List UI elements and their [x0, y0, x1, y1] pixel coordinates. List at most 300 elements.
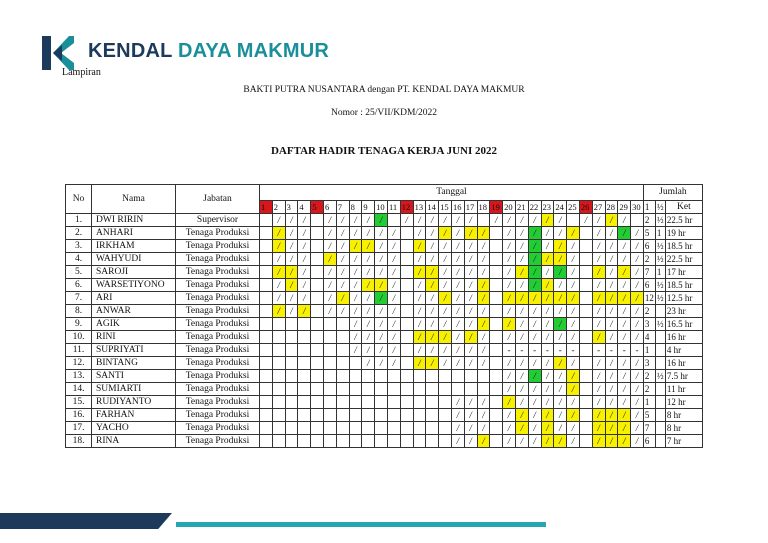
attendance-mark: / [439, 240, 452, 253]
attendance-mark [272, 409, 285, 422]
attendance-mark [490, 383, 503, 396]
attendance-mark [400, 292, 413, 305]
attendance-mark [311, 370, 324, 383]
attendance-mark: / [592, 422, 605, 435]
attendance-mark: / [477, 396, 490, 409]
attendance-mark: / [541, 383, 554, 396]
attendance-mark [400, 279, 413, 292]
day-number: 13 [413, 201, 426, 214]
attendance-mark: / [605, 370, 618, 383]
attendance-mark: / [298, 279, 311, 292]
attendance-mark: / [387, 240, 400, 253]
attendance-mark: / [631, 396, 644, 409]
attendance-mark: / [413, 331, 426, 344]
attendance-mark [323, 435, 336, 448]
attendance-mark: / [528, 240, 541, 253]
attendance-mark: / [503, 279, 516, 292]
employee-position: Tenaga Produksi [176, 292, 260, 305]
employee-position: Tenaga Produksi [176, 357, 260, 370]
header-no: No [66, 185, 92, 214]
count-half [655, 409, 665, 422]
employee-name: SAROJI [92, 266, 176, 279]
attendance-mark: / [592, 370, 605, 383]
attendance-mark: / [567, 331, 580, 344]
attendance-mark [413, 409, 426, 422]
attendance-mark: / [413, 227, 426, 240]
header-ket: Ket [665, 201, 702, 214]
employee-position: Tenaga Produksi [176, 396, 260, 409]
attendance-mark: / [554, 292, 567, 305]
attendance-mark: / [464, 435, 477, 448]
count-half [655, 357, 665, 370]
attendance-mark: / [528, 305, 541, 318]
attendance-mark: / [554, 409, 567, 422]
attendance-mark: / [567, 266, 580, 279]
attendance-mark: - [515, 344, 528, 357]
attendance-mark: / [605, 253, 618, 266]
day-number: 26 [579, 201, 592, 214]
attendance-mark: / [515, 279, 528, 292]
attendance-mark: / [541, 370, 554, 383]
attendance-mark: / [503, 240, 516, 253]
attendance-mark: / [375, 292, 388, 305]
attendance-mark: / [413, 344, 426, 357]
employee-name: RINI [92, 331, 176, 344]
employee-position: Tenaga Produksi [176, 422, 260, 435]
attendance-mark [260, 383, 273, 396]
attendance-mark: / [349, 279, 362, 292]
attendance-mark: / [426, 292, 439, 305]
attendance-mark [439, 409, 452, 422]
attendance-mark: / [400, 214, 413, 227]
attendance-mark: / [413, 253, 426, 266]
attendance-mark: / [592, 279, 605, 292]
attendance-mark: / [541, 435, 554, 448]
attendance-mark: / [515, 266, 528, 279]
attendance-mark: / [477, 240, 490, 253]
attendance-mark: / [451, 422, 464, 435]
attendance-mark: / [439, 344, 452, 357]
attendance-mark: / [439, 279, 452, 292]
attendance-mark: / [285, 292, 298, 305]
count-half: ½ [656, 370, 664, 381]
count-half: 1 [655, 227, 665, 240]
attendance-mark: / [503, 422, 516, 435]
attendance-mark: / [298, 253, 311, 266]
attendance-mark: / [618, 318, 631, 331]
attendance-mark: / [477, 292, 490, 305]
attendance-mark: / [426, 240, 439, 253]
employee-name: ARI [92, 292, 176, 305]
employee-position: Tenaga Produksi [176, 240, 260, 253]
attendance-mark: / [439, 214, 452, 227]
row-number: 6. [66, 279, 92, 292]
attendance-mark: / [618, 396, 631, 409]
attendance-mark: / [477, 357, 490, 370]
attendance-mark: / [554, 305, 567, 318]
row-number: 18. [66, 435, 92, 448]
attendance-mark: - [567, 344, 580, 357]
count-half: 1 [655, 266, 665, 279]
attendance-mark [375, 409, 388, 422]
attendance-mark: / [618, 240, 631, 253]
attendance-mark [413, 422, 426, 435]
employee-name: AGIK [92, 318, 176, 331]
attendance-mark: / [451, 279, 464, 292]
employee-position: Tenaga Produksi [176, 279, 260, 292]
total-hours: 17 hr [665, 266, 702, 279]
attendance-mark [579, 344, 592, 357]
header-tanggal: Tanggal [260, 185, 644, 201]
attendance-mark: / [592, 292, 605, 305]
attendance-mark: / [285, 266, 298, 279]
attendance-mark [451, 370, 464, 383]
attendance-mark: / [541, 292, 554, 305]
attendance-mark: / [464, 422, 477, 435]
attendance-mark [336, 383, 349, 396]
attendance-mark: / [592, 214, 605, 227]
attendance-mark: / [592, 240, 605, 253]
count-full: 5 [643, 227, 655, 240]
attendance-mark: / [592, 383, 605, 396]
attendance-mark: / [554, 331, 567, 344]
employee-position: Tenaga Produksi [176, 409, 260, 422]
table-row [66, 344, 703, 357]
attendance-mark: / [362, 227, 375, 240]
attendance-mark [439, 370, 452, 383]
day-number: 6 [323, 201, 336, 214]
day-number: 30 [631, 201, 644, 214]
attendance-mark [311, 227, 324, 240]
attendance-mark [400, 422, 413, 435]
employee-position: Tenaga Produksi [176, 227, 260, 240]
attendance-mark [272, 383, 285, 396]
attendance-mark: / [528, 396, 541, 409]
attendance-mark: / [464, 357, 477, 370]
attendance-mark: / [272, 292, 285, 305]
attendance-mark [439, 422, 452, 435]
attendance-mark: / [323, 227, 336, 240]
attendance-mark [490, 357, 503, 370]
attendance-mark [362, 383, 375, 396]
total-hours: 18.5 hr [665, 279, 702, 292]
attendance-mark: / [451, 357, 464, 370]
attendance-mark [477, 383, 490, 396]
attendance-mark: / [349, 305, 362, 318]
attendance-mark [323, 383, 336, 396]
attendance-mark: / [554, 357, 567, 370]
attendance-mark: / [375, 214, 388, 227]
attendance-mark: / [631, 292, 644, 305]
attendance-mark: / [515, 318, 528, 331]
attendance-mark [375, 435, 388, 448]
attendance-mark: / [323, 214, 336, 227]
attendance-mark: / [387, 292, 400, 305]
day-number: 5 [311, 201, 324, 214]
attendance-mark: / [515, 305, 528, 318]
attendance-mark: / [413, 240, 426, 253]
attendance-mark [323, 318, 336, 331]
agreement-line: BAKTI PUTRA NUSANTARA dengan PT. KENDAL DAYA MAKMUR [243, 85, 525, 95]
attendance-mark [413, 435, 426, 448]
count-half: ½ [656, 292, 664, 303]
attendance-mark: / [567, 409, 580, 422]
attendance-mark [298, 396, 311, 409]
attendance-mark: / [541, 331, 554, 344]
attendance-mark [387, 370, 400, 383]
count-full: 4 [643, 331, 655, 344]
employee-position: Tenaga Produksi [176, 266, 260, 279]
attendance-mark: / [349, 292, 362, 305]
attendance-mark: / [451, 292, 464, 305]
day-number: 23 [541, 201, 554, 214]
attendance-mark: - [528, 344, 541, 357]
attendance-mark [260, 318, 273, 331]
attendance-mark [439, 435, 452, 448]
attendance-mark: / [503, 409, 516, 422]
footer-bar-dark [0, 513, 172, 529]
table-row [66, 240, 703, 253]
attendance-mark: / [439, 331, 452, 344]
attendance-mark: - [618, 344, 631, 357]
attendance-mark: / [592, 435, 605, 448]
attendance-mark [426, 422, 439, 435]
row-number: 10. [66, 331, 92, 344]
attendance-mark: / [464, 331, 477, 344]
attendance-mark: / [298, 292, 311, 305]
employee-position: Tenaga Produksi [176, 435, 260, 448]
row-number: 7. [66, 292, 92, 305]
attendance-mark [387, 396, 400, 409]
attendance-mark: / [567, 422, 580, 435]
attendance-mark: / [285, 214, 298, 227]
attendance-mark: / [387, 318, 400, 331]
count-full: 2 [643, 370, 655, 383]
row-number: 15. [66, 396, 92, 409]
count-half [655, 344, 665, 357]
attendance-mark [579, 279, 592, 292]
table-row [66, 409, 703, 422]
attendance-mark: / [362, 357, 375, 370]
attendance-mark: / [298, 214, 311, 227]
attendance-mark [400, 344, 413, 357]
attendance-mark [311, 422, 324, 435]
attendance-mark: - [503, 344, 516, 357]
attendance-mark: / [349, 331, 362, 344]
table-row [66, 318, 703, 331]
attendance-mark: / [464, 318, 477, 331]
attendance-mark: / [426, 357, 439, 370]
count-half: ½ [656, 318, 664, 329]
company-name [88, 40, 329, 63]
header-nama: Nama [92, 185, 176, 214]
attendance-mark: / [618, 357, 631, 370]
attendance-mark: / [451, 227, 464, 240]
attendance-mark [311, 435, 324, 448]
attendance-mark: / [426, 214, 439, 227]
attendance-mark [362, 422, 375, 435]
count-half: ½ [656, 214, 664, 225]
attendance-mark: / [375, 253, 388, 266]
attendance-mark: / [515, 214, 528, 227]
attendance-mark [260, 253, 273, 266]
day-number: 10 [375, 201, 388, 214]
attendance-mark: / [528, 357, 541, 370]
total-hours: 16 hr [665, 357, 702, 370]
attendance-mark: / [605, 383, 618, 396]
attendance-mark: / [618, 422, 631, 435]
attendance-mark [426, 396, 439, 409]
attendance-mark [323, 396, 336, 409]
attendance-mark [426, 409, 439, 422]
attendance-mark: / [554, 422, 567, 435]
attendance-mark: / [451, 396, 464, 409]
attendance-mark: / [592, 266, 605, 279]
attendance-mark: / [605, 396, 618, 409]
attendance-mark [298, 409, 311, 422]
attendance-mark: / [541, 279, 554, 292]
attendance-mark [336, 422, 349, 435]
attendance-mark: / [528, 266, 541, 279]
attendance-mark: / [285, 279, 298, 292]
count-full: 12 [644, 292, 654, 303]
row-number: 4. [66, 253, 92, 266]
attendance-mark: / [413, 214, 426, 227]
attendance-mark: / [631, 318, 644, 331]
attendance-mark: / [323, 279, 336, 292]
attendance-mark [260, 240, 273, 253]
attendance-mark: / [336, 266, 349, 279]
total-hours: 7 hr [665, 435, 702, 448]
attendance-mark: / [605, 409, 618, 422]
day-number: 18 [477, 201, 490, 214]
attendance-mark: / [579, 214, 592, 227]
attendance-mark: / [451, 266, 464, 279]
day-number: 4 [298, 201, 311, 214]
count-full: 2 [643, 253, 655, 266]
attendance-mark: / [618, 279, 631, 292]
count-full: 2 [643, 214, 655, 227]
attendance-mark [490, 253, 503, 266]
attendance-mark [579, 292, 592, 305]
header-jabatan: Jabatan [176, 185, 260, 214]
attendance-mark: / [298, 266, 311, 279]
employee-name: ANHARI [92, 227, 176, 240]
attendance-mark [400, 409, 413, 422]
attendance-mark [285, 344, 298, 357]
attendance-mark [464, 370, 477, 383]
attendance-mark: / [541, 396, 554, 409]
attendance-mark [439, 396, 452, 409]
attendance-mark: / [503, 318, 516, 331]
attendance-mark: / [349, 344, 362, 357]
attendance-mark: / [387, 357, 400, 370]
day-number: 11 [387, 201, 400, 214]
attendance-mark: / [439, 266, 452, 279]
attendance-mark: / [515, 292, 528, 305]
attendance-mark: / [387, 253, 400, 266]
count-half [655, 331, 665, 344]
attendance-mark [285, 383, 298, 396]
attendance-mark: / [554, 240, 567, 253]
attendance-mark [426, 435, 439, 448]
header-jumlah: Jumlah [643, 185, 702, 201]
attendance-mark: / [503, 292, 516, 305]
attendance-mark: / [272, 227, 285, 240]
attendance-mark: / [528, 214, 541, 227]
employee-name: FARHAN [92, 409, 176, 422]
table-row [66, 383, 703, 396]
attendance-mark: / [567, 357, 580, 370]
attendance-mark: / [426, 344, 439, 357]
attendance-mark: / [541, 227, 554, 240]
attendance-mark: / [605, 227, 618, 240]
attendance-mark: / [451, 435, 464, 448]
attendance-mark: / [592, 227, 605, 240]
header-jumlah-full: 1 [643, 201, 655, 214]
total-hours: 7.5 hr [665, 370, 702, 383]
total-hours: 18.5 hr [665, 240, 702, 253]
attendance-mark: / [464, 279, 477, 292]
attendance-mark: / [631, 240, 644, 253]
attendance-mark [298, 422, 311, 435]
employee-position: Tenaga Produksi [176, 383, 260, 396]
count-full: 6 [643, 435, 655, 448]
attendance-mark [298, 331, 311, 344]
count-full: 7 [643, 266, 655, 279]
attendance-mark: / [515, 435, 528, 448]
attendance-mark: / [336, 253, 349, 266]
attendance-mark: / [541, 253, 554, 266]
day-number: 14 [426, 201, 439, 214]
count-full: 6 [643, 279, 655, 292]
attendance-mark: / [618, 214, 631, 227]
attendance-mark: / [362, 318, 375, 331]
attendance-mark: / [515, 396, 528, 409]
attendance-mark [400, 227, 413, 240]
attendance-mark: / [631, 383, 644, 396]
employee-position: Supervisor [176, 214, 260, 227]
attendance-mark [311, 396, 324, 409]
employee-name: YACHO [92, 422, 176, 435]
attendance-mark: / [503, 227, 516, 240]
attendance-mark: / [387, 227, 400, 240]
attendance-mark [311, 214, 324, 227]
attendance-mark: / [349, 240, 362, 253]
attendance-mark: / [631, 253, 644, 266]
attendance-mark [349, 422, 362, 435]
employee-name: WARSETIYONO [92, 279, 176, 292]
attendance-mark: / [515, 357, 528, 370]
attendance-mark: / [554, 435, 567, 448]
count-half [655, 422, 665, 435]
attendance-mark: / [631, 435, 644, 448]
attendance-mark: / [413, 318, 426, 331]
attendance-mark: / [515, 331, 528, 344]
attendance-mark [285, 318, 298, 331]
attendance-mark: / [618, 292, 631, 305]
attendance-mark: / [528, 422, 541, 435]
table-row [66, 435, 703, 448]
attendance-mark: / [541, 214, 554, 227]
total-hours: 16.5 hr [665, 318, 702, 331]
attendance-mark: / [567, 305, 580, 318]
attendance-mark: / [618, 266, 631, 279]
attendance-mark: / [605, 279, 618, 292]
attendance-mark: / [554, 214, 567, 227]
attendance-mark: / [592, 331, 605, 344]
attendance-mark: / [336, 227, 349, 240]
